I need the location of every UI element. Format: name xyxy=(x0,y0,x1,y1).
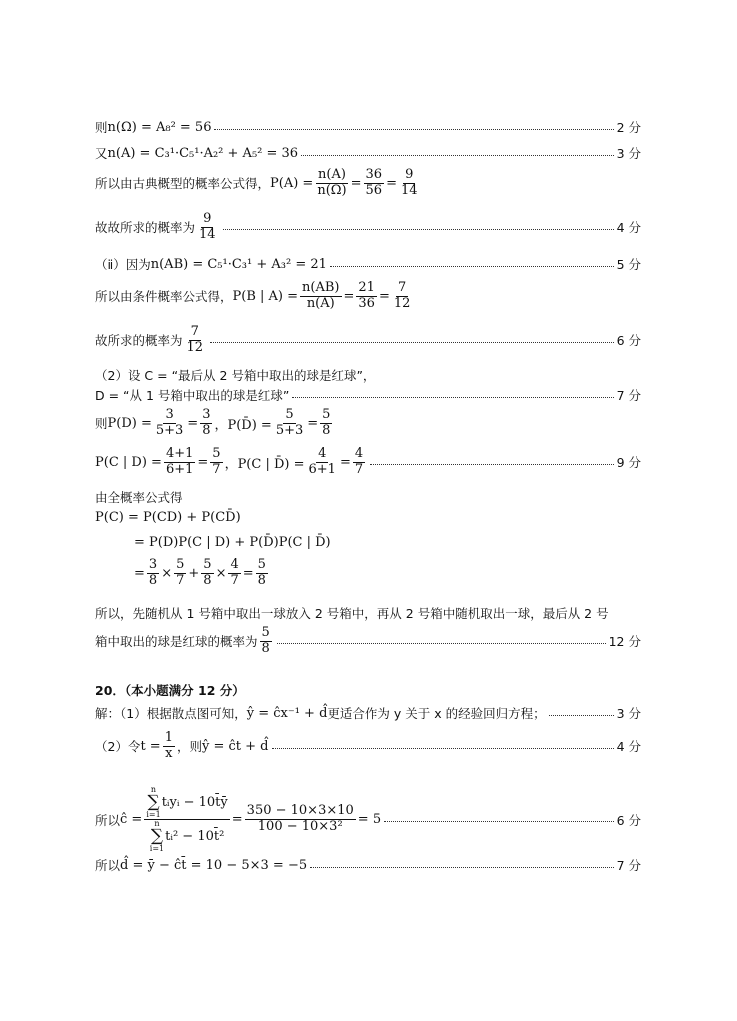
leader-dots xyxy=(223,229,614,230)
line-total-prob-3: = $\frac{3}{8}$ × $\frac{5}{7}$ + $\frac{5}{8}$ × $\frac{4}{7}$ = $\frac{5}{8}$ xyxy=(134,557,266,588)
score: 7 分 xyxy=(616,858,641,873)
line-answer-1 xyxy=(95,212,641,243)
fraction: $\frac{9}{14}$ xyxy=(400,167,418,198)
prefix: 又 xyxy=(95,146,108,161)
equation: ĉ = xyxy=(120,812,143,827)
fraction: n ∑ i=1 tᵢyᵢ − 10t̄ȳ n ∑ i=1 tᵢ² − 10t̄² xyxy=(146,785,228,853)
score: 7 分 xyxy=(616,388,641,403)
question-20-heading xyxy=(95,681,641,699)
line-d-hat xyxy=(95,856,641,874)
line-conditional-prob: 所以由条件概率公式得， P(B | A) = $\frac{n(AB)}{n(A)}$ = $\frac{21}{36}$ = $\frac{7}{12}$ xyxy=(95,280,411,311)
equation: P(C) = P(CD) + P(CD̄) xyxy=(95,510,241,525)
equation: ŷ = ĉt + d̂ xyxy=(202,738,269,754)
equation: P(D) = xyxy=(107,415,152,431)
equation: P(B | A) = xyxy=(232,288,299,304)
fraction: $\frac{4+1}{6+1}$ xyxy=(165,446,194,477)
line-p-c-given-d: P(C | D) = $\frac{4+1}{6+1}$ = $\frac{5}{7}$ ，P(C | D̄) = $\frac{4}{6+1}$ = $\frac{4}{7}$ 9 分 xyxy=(95,446,641,477)
fraction: $\frac{3}{8}$ xyxy=(202,407,211,438)
prefix: 所以由古典概型的概率公式得， xyxy=(95,176,271,192)
text: ，则 xyxy=(176,739,202,755)
line-conclusion xyxy=(95,604,641,622)
line-define-d xyxy=(95,386,641,404)
prefix: 所以 xyxy=(95,812,121,828)
leader-dots xyxy=(277,643,606,644)
equation: P(C | D) = xyxy=(95,454,162,470)
equation: ，P(C | D̄) = xyxy=(224,456,305,472)
score: 4 分 xyxy=(616,739,641,755)
prefix: 解：（1）根据散点图可知， xyxy=(95,706,247,721)
text: 更适合作为 y 关于 x 的经验回归方程； xyxy=(327,706,546,721)
leader-dots xyxy=(549,715,614,716)
line-substitution xyxy=(95,731,641,762)
fraction: $\frac{350 - 10\times 3\times 10}{\text{100 − 10×3²}}$ xyxy=(246,803,354,834)
text: D = “从 1 号箱中取出的球是红球” xyxy=(95,388,290,403)
prefix: 则 xyxy=(95,120,108,135)
fraction: $\frac{7}{12}$ xyxy=(393,280,411,311)
equation: n(Ω) = A₈² = 56 xyxy=(107,119,212,135)
score: 5 分 xyxy=(616,257,641,272)
prefix: （ⅱ）因为 xyxy=(95,257,151,272)
fraction: $\frac{5}{8}$ xyxy=(322,407,331,438)
fraction: $\frac{5}{8}$ xyxy=(257,557,266,588)
line-n-a xyxy=(95,144,641,162)
equation: n(AB) = C₅¹·C₃¹ + A₃² = 21 xyxy=(150,256,327,272)
fraction: $\frac{4}{7}$ xyxy=(230,557,239,588)
line-total-prob-2 xyxy=(134,535,680,550)
prefix: 所以 xyxy=(95,858,121,873)
fraction: $\frac{4}{7}$ xyxy=(354,446,364,477)
score: 3 分 xyxy=(616,146,641,161)
fraction: $\frac{21}{36}$ xyxy=(358,280,375,311)
text: （2）设 C = “最后从 2 号箱中取出的球是红球”， xyxy=(95,368,376,383)
score: 9 分 xyxy=(616,455,641,471)
prefix: 故故所求的概率为 xyxy=(95,220,196,236)
leader-dots xyxy=(330,266,614,267)
leader-dots xyxy=(370,464,613,465)
score: 6 分 xyxy=(616,812,641,828)
line-total-prob-heading xyxy=(95,488,641,506)
line-final-answer xyxy=(95,626,641,657)
leader-dots xyxy=(214,129,613,130)
fraction: $\frac{7}{12}$ xyxy=(186,324,204,355)
fraction: $\frac{36}{56}$ xyxy=(365,167,383,198)
fraction: $\frac{4}{6+1}$ xyxy=(308,446,336,477)
fraction: $\frac{5}{8}$ xyxy=(261,625,270,656)
equation: = P(D)P(C | D) + P(D̄)P(C | D̄) xyxy=(134,535,331,550)
score: 4 分 xyxy=(616,220,641,236)
fraction: $\frac{5}{5+3}$ xyxy=(275,407,304,438)
line-n-omega xyxy=(95,118,641,136)
prefix: 箱中取出的球是红球的概率为 xyxy=(95,634,258,650)
leader-dots xyxy=(272,748,614,749)
score: 6 分 xyxy=(616,333,641,349)
equation: d̂ = ȳ − ĉt̄ = 10 − 5×3 = −5 xyxy=(120,857,308,873)
line-define-c xyxy=(95,366,641,384)
line-p-d: 则 P(D) = $\frac{3}{5+3}$ = $\frac{3}{8}$ ，P(D̄) = $\frac{5}{5+3}$ = $\frac{5}{8}$ xyxy=(95,407,331,438)
line-solution-1 xyxy=(95,704,641,722)
prefix: 则 xyxy=(95,416,108,432)
equation: ŷ = ĉx⁻¹ + d̂ xyxy=(246,705,328,721)
leader-dots xyxy=(310,867,613,868)
fraction: $\frac{5}{8}$ xyxy=(203,557,212,588)
fraction: $\frac{3}{5+3}$ xyxy=(155,407,184,438)
equation: = 5 xyxy=(357,812,382,827)
fraction: $\frac{3}{8}$ xyxy=(148,557,158,588)
text: 所以，先随机从 1 号箱中取出一球放入 2 号箱中，再从 2 号箱中随机取出一球，最后从 2 号 xyxy=(95,606,609,621)
fraction: $\frac{n(AB)}{n(A)}$ xyxy=(302,280,340,311)
fraction: $\frac{1}{x}$ xyxy=(164,730,173,761)
leader-dots xyxy=(384,821,613,822)
summation-icon: n ∑ i=1 xyxy=(146,785,161,819)
equation: t = xyxy=(140,738,161,754)
line-c-hat: 所以 ĉ = n ∑ i=1 tᵢyᵢ − 10t̄ȳ n ∑ i=1 tᵢ² − 10t̄² = $\frac{350 - 10\times 3\times 10}{\text{100 − 10×3²}}$ = 5 6 分 xyxy=(95,785,641,853)
line-total-prob-1 xyxy=(95,510,641,525)
summation-icon: n ∑ i=1 xyxy=(149,819,165,853)
line-classical-prob: 所以由古典概型的概率公式得， P(A) = $\frac{n(A)}{n(\Omega)}$ = $\frac{36}{56}$ = $\frac{9}{14}$ xyxy=(95,167,418,198)
line-answer-2 xyxy=(95,325,641,356)
prefix: （2）令 xyxy=(95,739,141,755)
leader-dots xyxy=(301,155,614,156)
fraction: $\frac{5}{7}$ xyxy=(176,557,185,588)
equation: n(A) = C₃¹·C₅¹·A₂² + A₅² = 36 xyxy=(107,145,299,161)
line-n-ab xyxy=(95,255,641,273)
fraction: $\frac{5}{7}$ xyxy=(212,446,221,477)
equation: P(A) = xyxy=(270,175,314,191)
prefix: 故所求的概率为 xyxy=(95,333,183,349)
score: 2 分 xyxy=(616,120,641,135)
fraction: $\frac{9}{14}$ xyxy=(199,211,216,242)
prefix: 所以由条件概率公式得， xyxy=(95,289,233,305)
leader-dots xyxy=(292,397,613,398)
equation: ，P(D̄) = xyxy=(214,417,272,433)
heading: 20．（本小题满分 12 分） xyxy=(95,683,245,698)
leader-dots xyxy=(210,342,614,343)
text: 由全概率公式得 xyxy=(95,490,183,505)
fraction: $\frac{n(A)}{n(\Omega)}$ xyxy=(317,167,347,198)
score: 3 分 xyxy=(616,706,641,721)
score: 12 分 xyxy=(608,634,641,650)
